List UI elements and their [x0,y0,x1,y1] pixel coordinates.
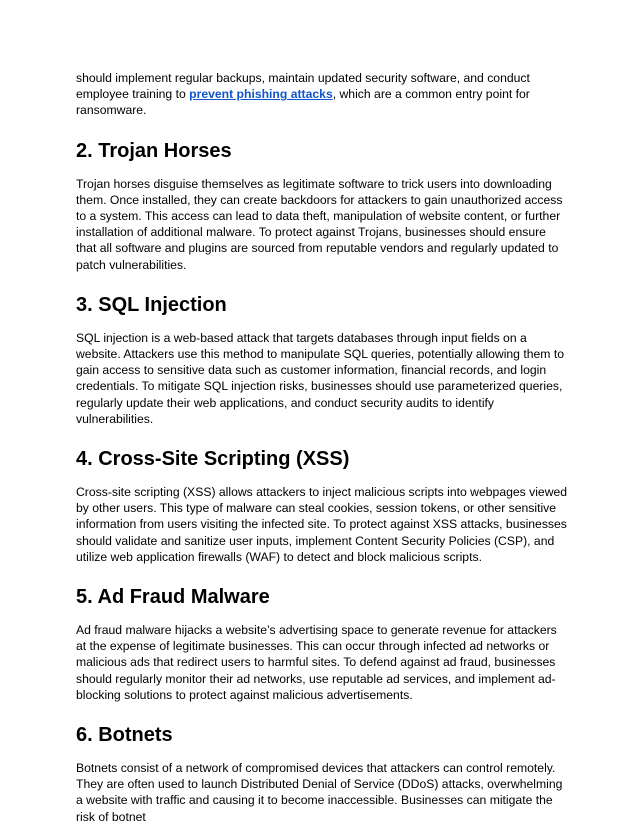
section-sql-injection [76,293,568,427]
section-heading: 4. Cross-Site Scripting (XSS) [76,448,350,471]
section-heading: 3. SQL Injection [76,293,227,316]
intro-text-start: should implement regular backups, maintain updated security software, and conduct employee training to [76,71,530,102]
section-botnets [76,723,568,825]
section-body: Trojan horses disguise themselves as legitimate software to trick users into downloading them. Once installed, they can create backdoors for attackers to gain unauthorized access to a system. This access can lead to data theft, manipulation of website content, or further installation of additional malware. To protect against Trojans, businesses should ensure that all software and plugins are sourced from reputable vendors and regularly updated to patch vulnerabilities. [76,176,563,272]
section-trojan-horses [76,139,568,273]
section-body: Cross-site scripting (XSS) allows attackers to inject malicious scripts into webpages viewed by other users. This type of malware can steal cookies, session tokens, or other sensitive information from users visiting the infected site. To protect against XSS attacks, businesses should validate and sanitize user inputs, implement Content Security Policies (CSP), and utilize web application firewalls (WAF) to detect and block malicious scripts. [76,485,568,564]
section-heading: 5. Ad Fraud Malware [76,586,270,609]
section-xss [76,447,568,565]
section-heading: 6. Botnets [76,724,173,747]
section-ad-fraud [76,585,568,703]
intro-text-end: , which are a common entry point for ransomware. [76,87,530,118]
section-body: SQL injection is a web-based attack that targets databases through input fields on a website. Attackers use this method to manipulate SQL queries, potentially allowing them to gain access to sensitive data such as customer information, financial records, and login credentials. To mitigate SQL injection risks, businesses should use parameterized queries, regularly update their web applications, and conduct security audits to identify vulnerabilities. [76,330,564,426]
section-heading: 2. Trojan Horses [76,139,232,162]
section-body: Ad fraud malware hijacks a website’s advertising space to generate revenue for attackers at the expense of legitimate businesses. This can occur through infected ad networks or malicious ads that redirect users to harmful sites. To defend against ad fraud, businesses should regularly monitor their ad networks, use reputable ad services, and implement ad-blocking solutions to protect against malicious advertisements. [76,623,557,702]
prevent-phishing-link[interactable]: prevent phishing attacks [189,87,333,102]
section-body: Botnets consist of a network of compromised devices that attackers can control remotely. They are often used to launch Distributed Denial of Service (DDoS) attacks, overwhelming a website with traffic and causing it to become inaccessible. Businesses can mitigate the risk of botnet [76,761,563,824]
intro-paragraph [76,70,568,119]
